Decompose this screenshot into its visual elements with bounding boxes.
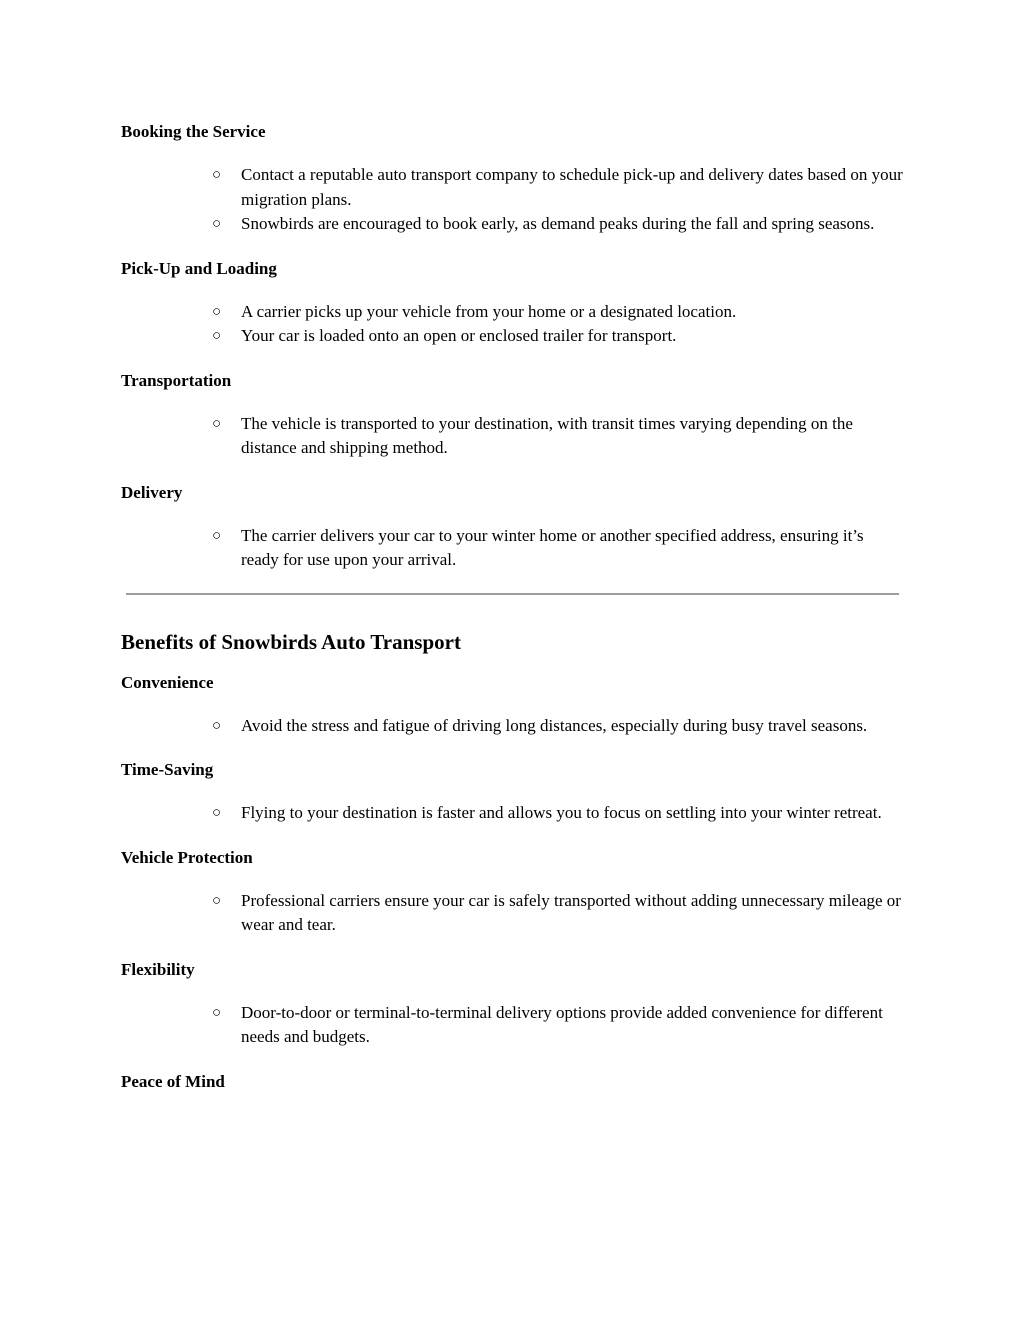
hollow-circle-bullet-icon: ○ xyxy=(212,167,222,183)
section-heading: Transportation xyxy=(121,370,232,390)
list-item-text: The vehicle is transported to your destination, with transit times varying depending on the distance and shipping method. xyxy=(241,413,853,457)
benefit-sections xyxy=(121,671,905,1094)
section-heading: Peace of Mind xyxy=(121,1071,225,1091)
hollow-circle-bullet-icon: ○ xyxy=(212,527,222,544)
bullet-list xyxy=(121,889,905,938)
list-item-text: Your car is loaded onto an open or enclosed trailer for transport. xyxy=(241,326,677,345)
list-item-text: A carrier picks up your vehicle from your home or a designated location. xyxy=(241,301,737,321)
section-heading: Flexibility xyxy=(121,959,195,979)
horizontal-divider xyxy=(126,593,899,595)
hollow-circle-bullet-icon: ○ xyxy=(212,415,222,432)
hollow-circle-bullet-icon: ○ xyxy=(212,1004,222,1021)
list-item-text: Professional carriers ensure your car is safely transported without adding unnecessary mileage or wear and tear. xyxy=(241,890,901,934)
bullet-list xyxy=(121,524,905,573)
bullet-list xyxy=(121,412,905,461)
list-item-text: Door-to-door or terminal-to-terminal delivery options provide added convenience for different needs and budgets. xyxy=(241,1002,883,1046)
list-item xyxy=(212,412,905,461)
process-sections xyxy=(121,120,905,573)
list-item-text: Flying to your destination is faster and allows you to focus on settling into your winter retreat. xyxy=(241,803,882,822)
section-heading: Vehicle Protection xyxy=(121,847,253,867)
benefits-section-title: Benefits of Snowbirds Auto Transport xyxy=(121,629,461,654)
list-item-text: The carrier delivers your car to your winter home or another specified address, ensuring it’s ready for use upon your arrival. xyxy=(241,525,864,569)
bullet-list xyxy=(121,801,905,826)
bullet-list xyxy=(121,300,905,349)
hollow-circle-bullet-icon: ○ xyxy=(212,328,222,344)
hollow-circle-bullet-icon: ○ xyxy=(212,805,222,821)
list-item xyxy=(212,714,905,739)
list-item xyxy=(212,1001,905,1050)
section-heading: Time-Saving xyxy=(121,760,214,779)
hollow-circle-bullet-icon: ○ xyxy=(212,892,222,909)
bullet-list xyxy=(121,163,905,237)
section-heading: Delivery xyxy=(121,482,183,502)
hollow-circle-bullet-icon: ○ xyxy=(212,303,222,320)
list-item-text: Avoid the stress and fatigue of driving long distances, especially during busy travel seasons. xyxy=(241,715,868,735)
list-item xyxy=(212,801,905,826)
section-heading: Booking the Service xyxy=(121,122,266,141)
list-item xyxy=(212,300,905,325)
list-item xyxy=(212,324,905,349)
list-item-text: Snowbirds are encouraged to book early, as demand peaks during the fall and spring seasons. xyxy=(241,214,875,233)
list-item xyxy=(212,889,905,938)
list-item xyxy=(212,163,905,212)
section-heading: Convenience xyxy=(121,672,214,692)
hollow-circle-bullet-icon: ○ xyxy=(212,216,222,232)
bullet-list xyxy=(121,1001,905,1050)
bullet-list xyxy=(121,714,905,739)
document-page xyxy=(121,120,905,1094)
list-item-text: Contact a reputable auto transport company to schedule pick-up and delivery dates based on your migration plans. xyxy=(241,165,903,209)
section-heading: Pick-Up and Loading xyxy=(121,258,277,278)
list-item xyxy=(212,524,905,573)
list-item xyxy=(212,212,905,237)
hollow-circle-bullet-icon: ○ xyxy=(212,717,222,734)
